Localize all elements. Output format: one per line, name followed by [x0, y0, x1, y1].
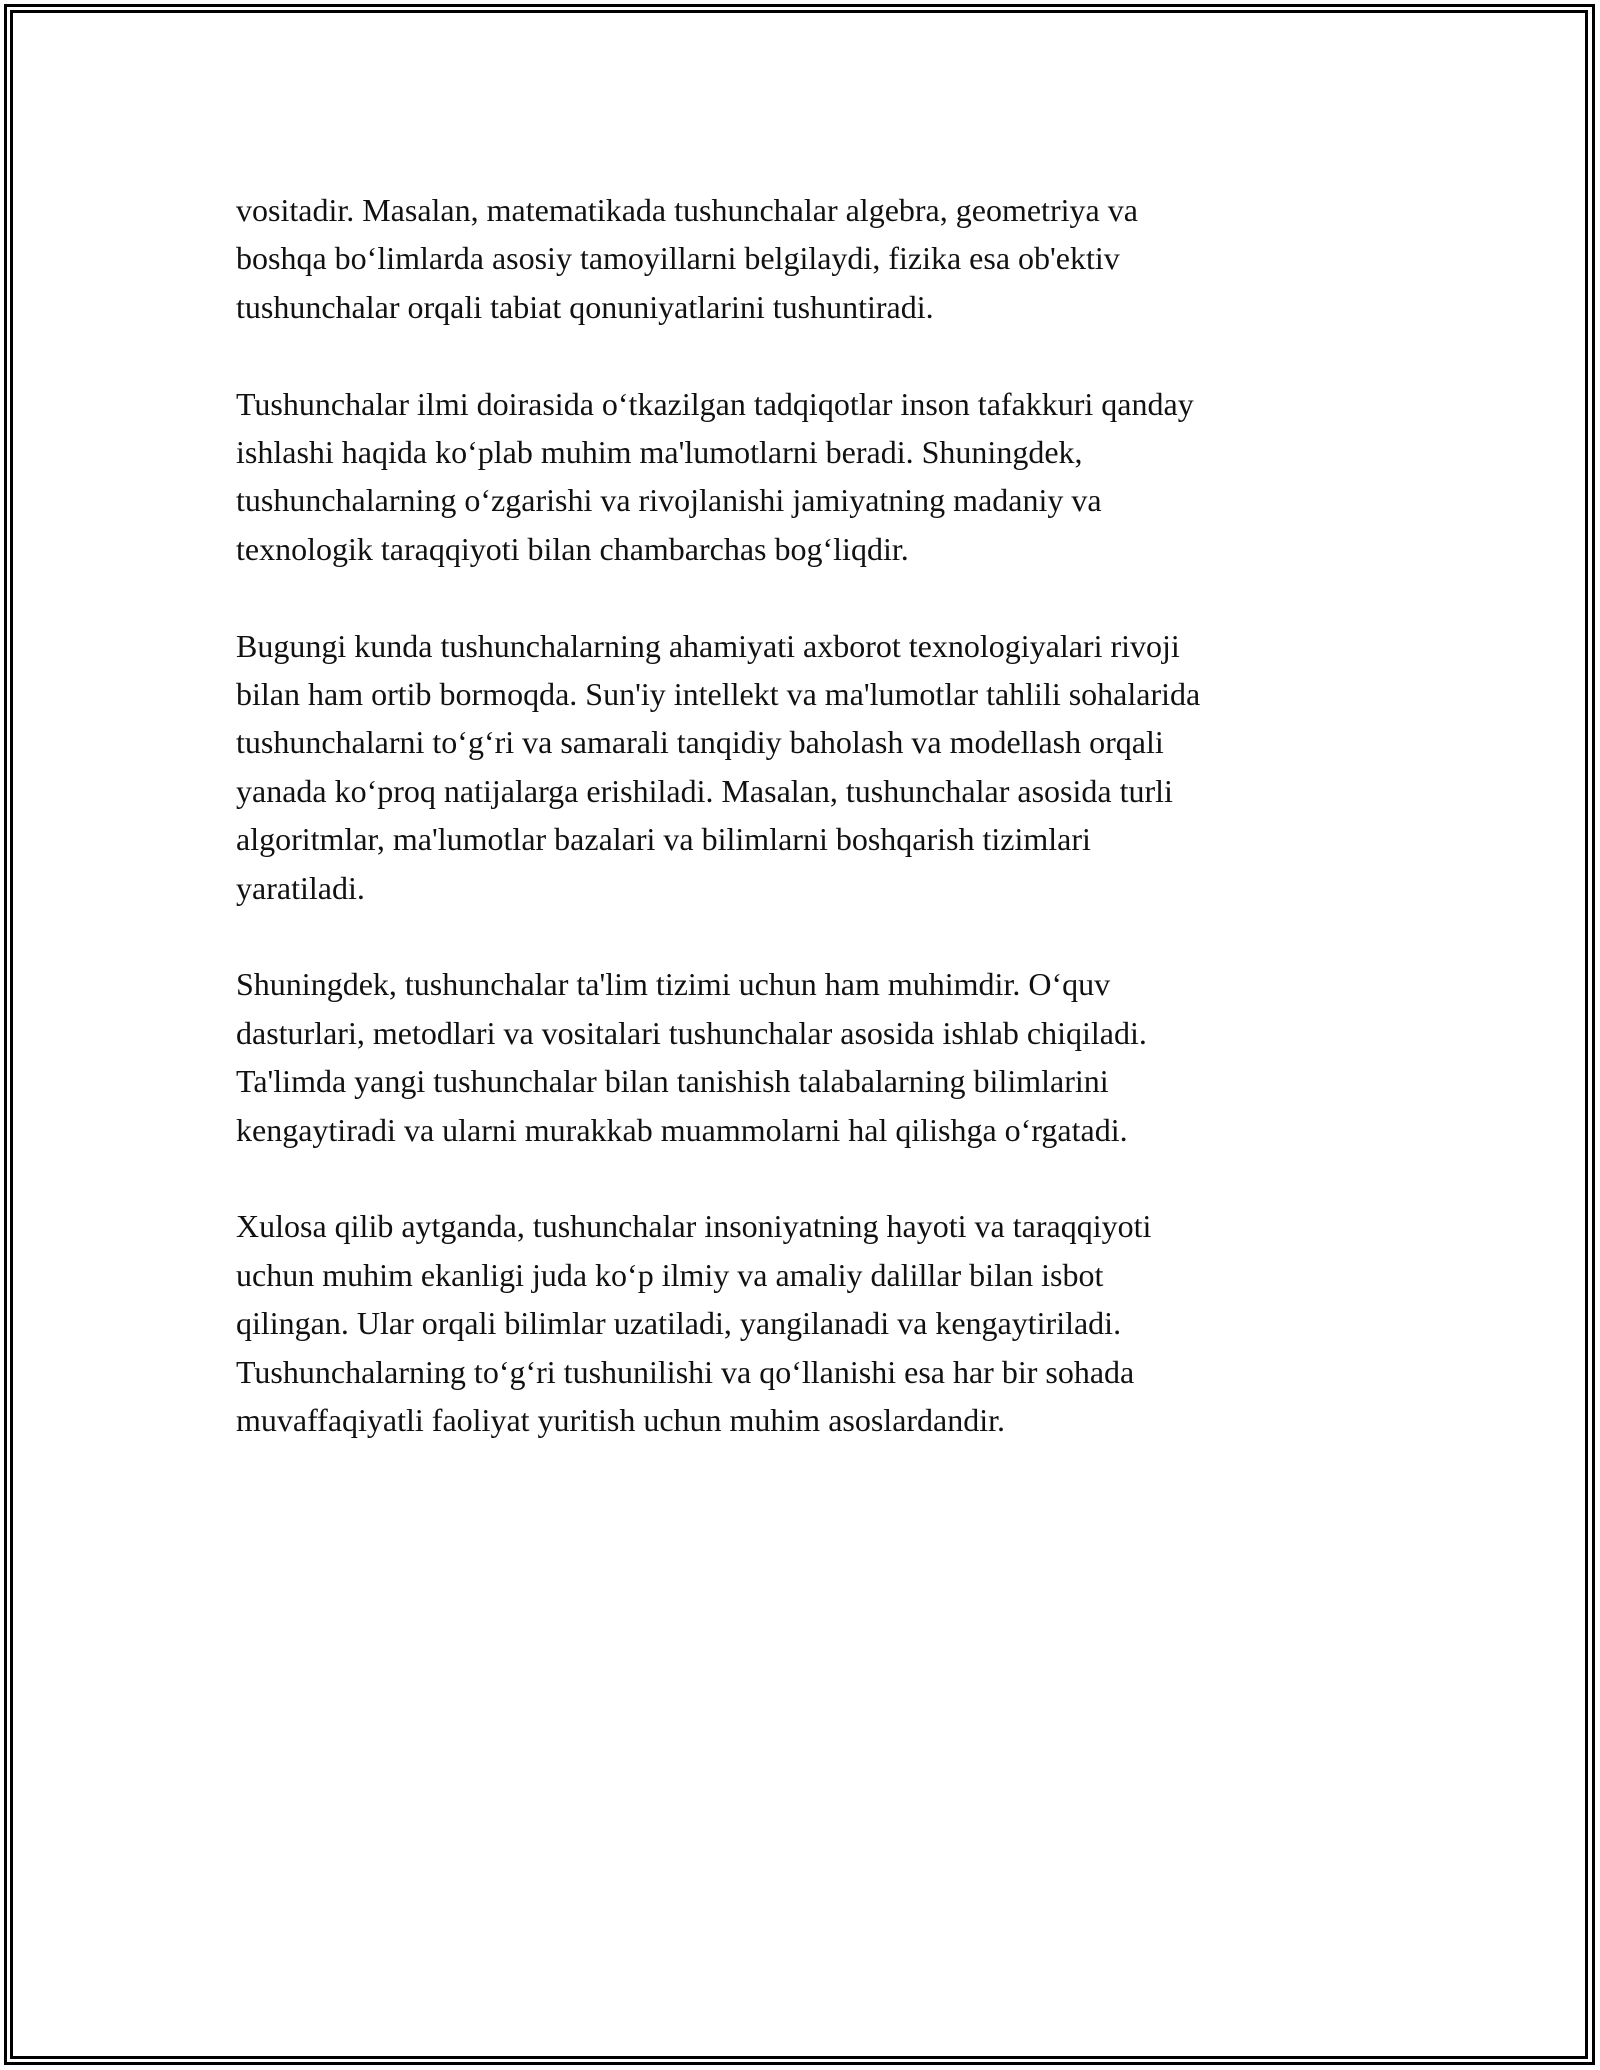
- document-body: [236, 186, 1386, 1493]
- paragraph-3: Bugungi kunda tushunchalarning ahamiyati axborot texnologiyalari rivoji bilan ham ortib bormoqda. Sun'iy intellekt va ma'lumotlar tahlili sohalarida tushunchalarni to‘g‘ri va samarali tanqidiy baholash va modellash orqali yanada ko‘proq natijalarga erishiladi. Masalan, tushunchalar asosida turli algoritmlar, ma'lumotlar bazalari va bilimlarni boshqarish tizimlari yaratiladi.: [236, 627, 1201, 906]
- paragraph-1: vositadir. Masalan, matematikada tushunchalar algebra, geometriya va boshqa bo‘limlarda asosiy tamoyillarni belgilaydi, fizika esa ob'ektiv tushunchalar orqali tabiat qonuniyatlarini tushuntiradi.: [236, 192, 1138, 325]
- paragraph-4: Shuningdek, tushunchalar ta'lim tizimi uchun ham muhimdir. O‘quv dasturlari, metodlari va vositalari tushunchalar asosida ishlab chiqiladi. Ta'limda yangi tushunchalar bilan tanishish talabalarning bilimlarini kengaytiradi va ularni murakkab muammolarni hal qilishga o‘rgatadi.: [236, 966, 1147, 1148]
- paragraph-5: Xulosa qilib aytganda, tushunchalar insoniyatning hayoti va taraqqiyoti uchun muhim ekanligi juda ko‘p ilmiy va amaliy dalillar bilan isbot qilingan. Ular orqali bilimlar uzatiladi, yangilanadi va kengaytiriladi. Tushunchalarning to‘g‘ri tushunilishi va qo‘llanishi esa har bir sohada muvaffaqiyatli faoliyat yuritish uchun muhim asoslardandir.: [236, 1208, 1152, 1439]
- paragraph-2: Tushunchalar ilmi doirasida o‘tkazilgan tadqiqotlar inson tafakkuri qanday ishlashi haqida ko‘plab muhim ma'lumotlarni beradi. Shuningdek, tushunchalarning o‘zgarishi va rivojlanishi jamiyatning madaniy va texnologik taraqqiyoti bilan chambarchas bog‘liqdir.: [236, 385, 1194, 567]
